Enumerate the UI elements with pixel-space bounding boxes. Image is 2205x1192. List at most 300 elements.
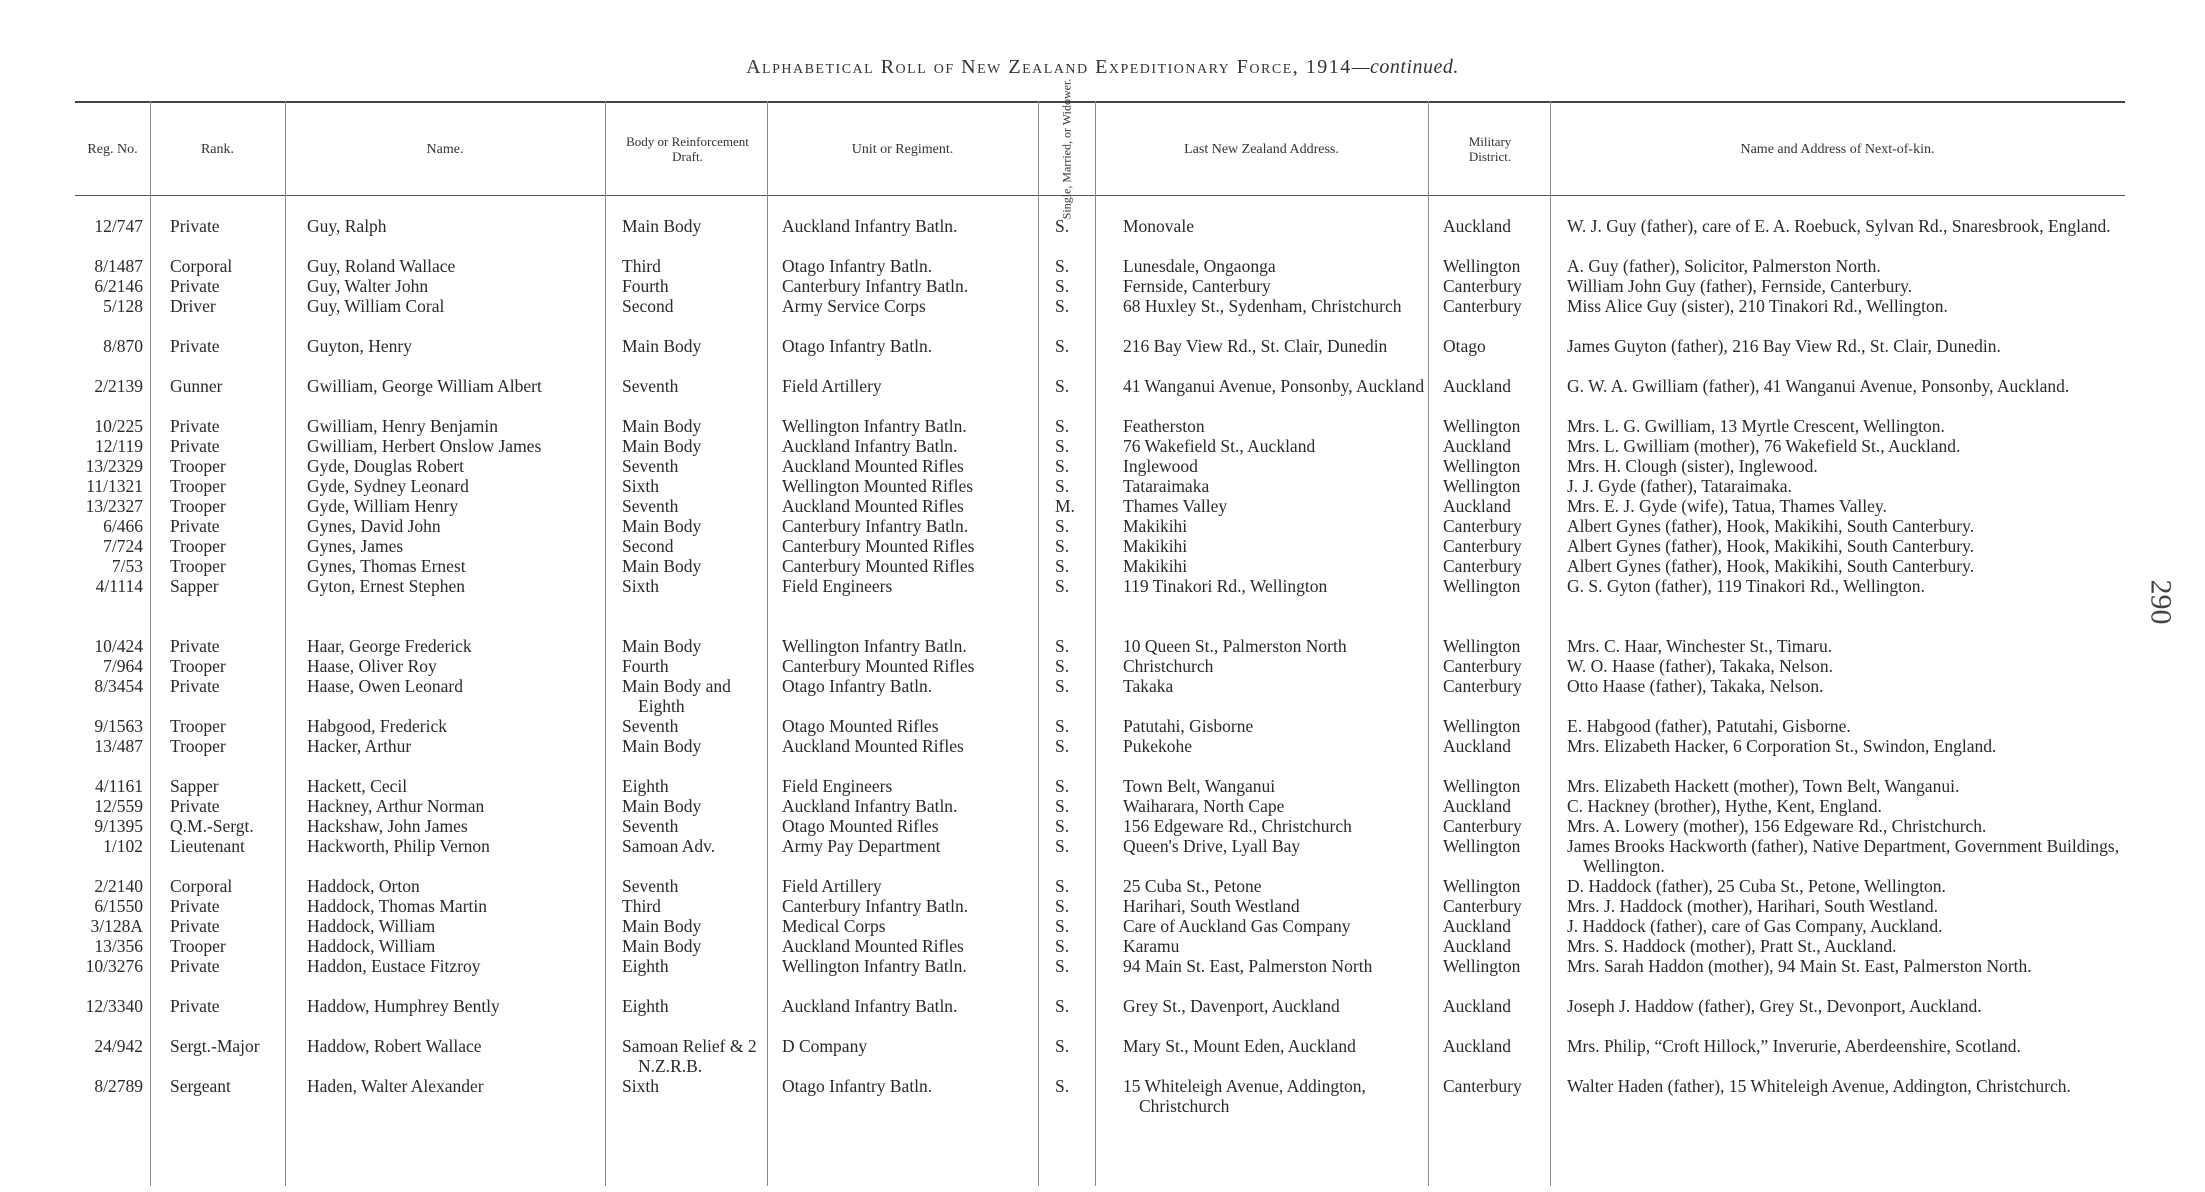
- cell-reg: 4/1114: [95, 576, 143, 596]
- cell-district: Canterbury: [1443, 276, 1522, 296]
- cell-reg: 5/128: [103, 296, 143, 316]
- cell-district: Wellington: [1443, 776, 1521, 796]
- cell-address: 76 Wakefield St., Auckland: [1123, 436, 1316, 456]
- cell-kin: Mrs. Sarah Haddon (mother), 94 Main St. East, Palmerston North.: [1567, 956, 2032, 976]
- cell-kin: C. Hackney (brother), Hythe, Kent, England.: [1567, 796, 1882, 816]
- cell-reg: 8/1487: [94, 256, 143, 276]
- cell-district: Wellington: [1443, 256, 1521, 276]
- cell-unit: Otago Mounted Rifles: [782, 816, 939, 836]
- cell-district: Canterbury: [1443, 676, 1522, 696]
- cell-rank: Private: [170, 276, 220, 296]
- page-number: 290: [2144, 579, 2178, 625]
- column-divider: [1038, 101, 1039, 1186]
- cell-unit: Wellington Mounted Rifles: [782, 476, 974, 496]
- cell-name: Guy, William Coral: [307, 296, 445, 316]
- cell-reg: 12/747: [94, 216, 143, 236]
- cell-body: Main Body: [622, 416, 702, 436]
- cell-unit: Field Engineers: [782, 776, 893, 796]
- cell-body: Main Body: [622, 736, 702, 756]
- cell-rank: Trooper: [170, 716, 226, 736]
- header-name: Name.: [426, 141, 464, 157]
- cell-rank: Sapper: [170, 576, 219, 596]
- cell-kin: Mrs. J. Haddock (mother), Harihari, South Westland.: [1567, 896, 1939, 916]
- cell-kin: Miss Alice Guy (sister), 210 Tinakori Rd., Wellington.: [1567, 296, 1948, 316]
- header-kin: Name and Address of Next-of-kin.: [1740, 141, 1935, 157]
- column-divider: [285, 101, 286, 1186]
- cell-address: Karamu: [1123, 936, 1180, 956]
- cell-name: Gwilliam, Henry Benjamin: [307, 416, 499, 436]
- cell-kin: Walter Haden (father), 15 Whiteleigh Avenue, Addington, Christchurch.: [1567, 1076, 2071, 1096]
- cell-name: Haddock, William: [307, 916, 436, 936]
- cell-kin: Mrs. Elizabeth Hackett (mother), Town Belt, Wanganui.: [1567, 776, 1960, 796]
- cell-district: Wellington: [1443, 956, 1521, 976]
- cell-kin: Albert Gynes (father), Hook, Makikihi, South Canterbury.: [1567, 516, 1975, 536]
- cell-kin: James Guyton (father), 216 Bay View Rd., St. Clair, Dunedin.: [1567, 336, 2001, 356]
- cell-name: Gyde, William Henry: [307, 496, 459, 516]
- cell-kin: Mrs. L. Gwilliam (mother), 76 Wakefield St., Auckland.: [1567, 436, 1961, 456]
- cell-unit: Otago Mounted Rifles: [782, 716, 939, 736]
- cell-district: Auckland: [1443, 996, 1512, 1016]
- cell-rank: Lieutenant: [170, 836, 245, 856]
- cell-reg: 3/128A: [90, 916, 143, 936]
- cell-status: S.: [1055, 676, 1070, 696]
- cell-status: S.: [1055, 556, 1070, 576]
- cell-unit: Auckland Infantry Batln.: [782, 216, 958, 236]
- cell-rank: Driver: [170, 296, 216, 316]
- cell-address: 94 Main St. East, Palmerston North: [1123, 956, 1373, 976]
- cell-reg: 2/2139: [94, 376, 143, 396]
- cell-status: S.: [1055, 836, 1070, 856]
- cell-name: Guy, Walter John: [307, 276, 429, 296]
- cell-reg: 13/2329: [85, 456, 143, 476]
- cell-body: Sixth: [622, 1076, 659, 1096]
- cell-body: Main Body: [622, 796, 702, 816]
- cell-body: Seventh: [622, 716, 679, 736]
- cell-body: Seventh: [622, 456, 679, 476]
- cell-address: 15 Whiteleigh Avenue, Addington, Christchurch: [1123, 1076, 1366, 1116]
- cell-address: Waiharara, North Cape: [1123, 796, 1285, 816]
- cell-unit: Auckland Mounted Rifles: [782, 456, 964, 476]
- cell-body: Sixth: [622, 576, 659, 596]
- cell-kin: William John Guy (father), Fernside, Canterbury.: [1567, 276, 1913, 296]
- cell-rank: Private: [170, 916, 220, 936]
- cell-rank: Trooper: [170, 496, 226, 516]
- cell-district: Wellington: [1443, 716, 1521, 736]
- cell-address: 25 Cuba St., Petone: [1123, 876, 1262, 896]
- cell-reg: 10/424: [94, 636, 143, 656]
- cell-address: Tataraimaka: [1123, 476, 1210, 496]
- cell-status: S.: [1055, 776, 1070, 796]
- cell-reg: 1/102: [103, 836, 143, 856]
- cell-district: Wellington: [1443, 456, 1521, 476]
- cell-status: S.: [1055, 916, 1070, 936]
- cell-reg: 12/3340: [85, 996, 143, 1016]
- cell-address: 119 Tinakori Rd., Wellington: [1123, 576, 1328, 596]
- cell-name: Haddow, Humphrey Bently: [307, 996, 500, 1016]
- cell-status: S.: [1055, 576, 1070, 596]
- column-divider: [1095, 101, 1096, 1186]
- cell-name: Guy, Roland Wallace: [307, 256, 456, 276]
- cell-body: Fourth: [622, 276, 669, 296]
- cell-status: S.: [1055, 376, 1070, 396]
- cell-name: Gwilliam, George William Albert: [307, 376, 542, 396]
- cell-address: Inglewood: [1123, 456, 1198, 476]
- cell-unit: Field Engineers: [782, 576, 893, 596]
- cell-body: Main Body: [622, 516, 702, 536]
- cell-status: S.: [1055, 656, 1070, 676]
- column-divider: [150, 101, 151, 1186]
- cell-address: Mary St., Mount Eden, Auckland: [1123, 1036, 1356, 1056]
- cell-address: Takaka: [1123, 676, 1174, 696]
- cell-status: S.: [1055, 296, 1070, 316]
- cell-name: Haddon, Eustace Fitzroy: [307, 956, 481, 976]
- cell-rank: Trooper: [170, 456, 226, 476]
- cell-reg: 24/942: [94, 1036, 143, 1056]
- cell-rank: Sergt.-Major: [170, 1036, 260, 1056]
- top-rule: [75, 101, 2125, 103]
- cell-rank: Trooper: [170, 476, 226, 496]
- cell-body: Seventh: [622, 816, 679, 836]
- cell-reg: 8/3454: [94, 676, 143, 696]
- cell-kin: Mrs. E. J. Gyde (wife), Tatua, Thames Valley.: [1567, 496, 1887, 516]
- cell-name: Haase, Oliver Roy: [307, 656, 437, 676]
- cell-status: S.: [1055, 336, 1070, 356]
- cell-kin: Joseph J. Haddow (father), Grey St., Devonport, Auckland.: [1567, 996, 1982, 1016]
- cell-unit: Wellington Infantry Batln.: [782, 636, 967, 656]
- cell-reg: 11/1321: [86, 476, 143, 496]
- cell-address: 216 Bay View Rd., St. Clair, Dunedin: [1123, 336, 1388, 356]
- cell-district: Wellington: [1443, 636, 1521, 656]
- header-district: Military District.: [1468, 134, 1512, 164]
- cell-body: Third: [622, 896, 661, 916]
- cell-address: Care of Auckland Gas Company: [1123, 916, 1351, 936]
- cell-address: Fernside, Canterbury: [1123, 276, 1271, 296]
- cell-name: Gyde, Douglas Robert: [307, 456, 464, 476]
- cell-rank: Corporal: [170, 256, 233, 276]
- cell-status: S.: [1055, 516, 1070, 536]
- cell-name: Gynes, Thomas Ernest: [307, 556, 466, 576]
- header-marital-text: Single, Married, or Widower.: [1059, 78, 1074, 220]
- cell-kin: Mrs. L. G. Gwilliam, 13 Myrtle Crescent, Wellington.: [1567, 416, 1945, 436]
- cell-name: Gynes, David John: [307, 516, 441, 536]
- page-title: [0, 56, 2205, 79]
- cell-status: S.: [1055, 216, 1070, 236]
- cell-address: Makikihi: [1123, 516, 1188, 536]
- cell-reg: 12/119: [95, 436, 143, 456]
- title-continued: —continued.: [1351, 56, 1459, 78]
- header-body: Body or Reinforcement Draft.: [626, 134, 749, 164]
- cell-kin: Mrs. S. Haddock (mother), Pratt St., Auckland.: [1567, 936, 1897, 956]
- cell-unit: Otago Infantry Batln.: [782, 676, 933, 696]
- cell-body: Main Body: [622, 436, 702, 456]
- cell-name: Hackney, Arthur Norman: [307, 796, 485, 816]
- cell-unit: Canterbury Mounted Rifles: [782, 536, 975, 556]
- cell-kin: D. Haddock (father), 25 Cuba St., Petone, Wellington.: [1567, 876, 1946, 896]
- cell-rank: Trooper: [170, 656, 226, 676]
- cell-address: Makikihi: [1123, 556, 1188, 576]
- cell-district: Wellington: [1443, 476, 1521, 496]
- cell-district: Canterbury: [1443, 656, 1522, 676]
- cell-status: S.: [1055, 896, 1070, 916]
- cell-body: Main Body: [622, 936, 702, 956]
- cell-unit: Otago Infantry Batln.: [782, 336, 933, 356]
- cell-reg: 9/1563: [94, 716, 143, 736]
- cell-unit: Auckland Infantry Batln.: [782, 436, 958, 456]
- cell-district: Canterbury: [1443, 296, 1522, 316]
- cell-reg: 13/356: [94, 936, 143, 956]
- cell-reg: 7/724: [103, 536, 143, 556]
- cell-kin: J. Haddock (father), care of Gas Company, Auckland.: [1567, 916, 1943, 936]
- cell-reg: 8/870: [103, 336, 143, 356]
- cell-district: Auckland: [1443, 936, 1512, 956]
- cell-name: Haddock, Orton: [307, 876, 420, 896]
- cell-unit: Medical Corps: [782, 916, 886, 936]
- cell-status: S.: [1055, 456, 1070, 476]
- cell-kin: G. W. A. Gwilliam (father), 41 Wanganui Avenue, Ponsonby, Auckland.: [1567, 376, 2070, 396]
- cell-name: Habgood, Frederick: [307, 716, 447, 736]
- cell-unit: Canterbury Infantry Batln.: [782, 896, 969, 916]
- cell-district: Wellington: [1443, 836, 1521, 856]
- cell-reg: 7/964: [103, 656, 143, 676]
- cell-status: S.: [1055, 436, 1070, 456]
- cell-address: Patutahi, Gisborne: [1123, 716, 1254, 736]
- cell-body: Samoan Relief & 2 N.Z.R.B.: [622, 1036, 757, 1076]
- header-address: Last New Zealand Address.: [1184, 141, 1339, 157]
- cell-address: 68 Huxley St., Sydenham, Christchurch: [1123, 296, 1402, 316]
- cell-body: Seventh: [622, 876, 679, 896]
- cell-rank: Q.M.-Sergt.: [170, 816, 254, 836]
- cell-reg: 13/2327: [85, 496, 143, 516]
- cell-rank: Private: [170, 436, 220, 456]
- cell-address: 10 Queen St., Palmerston North: [1123, 636, 1347, 656]
- cell-address: Makikihi: [1123, 536, 1188, 556]
- cell-kin: W. O. Haase (father), Takaka, Nelson.: [1567, 656, 1834, 676]
- cell-body: Main Body: [622, 336, 702, 356]
- cell-name: Guy, Ralph: [307, 216, 387, 236]
- cell-district: Canterbury: [1443, 556, 1522, 576]
- cell-kin: E. Habgood (father), Patutahi, Gisborne.: [1567, 716, 1851, 736]
- cell-district: Auckland: [1443, 496, 1512, 516]
- cell-status: S.: [1055, 936, 1070, 956]
- cell-reg: 6/2146: [94, 276, 143, 296]
- cell-unit: Auckland Infantry Batln.: [782, 996, 958, 1016]
- cell-body: Sixth: [622, 476, 659, 496]
- cell-status: S.: [1055, 476, 1070, 496]
- cell-status: S.: [1055, 816, 1070, 836]
- cell-district: Auckland: [1443, 796, 1512, 816]
- cell-reg: 8/2789: [94, 1076, 143, 1096]
- header-marital: [1038, 78, 1095, 220]
- cell-rank: Private: [170, 896, 220, 916]
- cell-district: Auckland: [1443, 916, 1512, 936]
- cell-unit: Wellington Infantry Batln.: [782, 416, 967, 436]
- cell-rank: Private: [170, 996, 220, 1016]
- cell-body: Main Body: [622, 216, 702, 236]
- cell-body: Seventh: [622, 376, 679, 396]
- cell-name: Haddock, William: [307, 936, 436, 956]
- cell-status: S.: [1055, 1076, 1070, 1096]
- cell-reg: 9/1395: [94, 816, 143, 836]
- cell-rank: Private: [170, 956, 220, 976]
- cell-district: Canterbury: [1443, 536, 1522, 556]
- cell-rank: Private: [170, 676, 220, 696]
- column-divider: [1550, 101, 1551, 1186]
- cell-rank: Trooper: [170, 556, 226, 576]
- cell-rank: Private: [170, 336, 220, 356]
- cell-status: S.: [1055, 276, 1070, 296]
- cell-status: S.: [1055, 876, 1070, 896]
- cell-body: Eighth: [622, 776, 669, 796]
- cell-kin: James Brooks Hackworth (father), Native Department, Government Buildings, Wellington.: [1567, 836, 2120, 876]
- cell-district: Canterbury: [1443, 516, 1522, 536]
- cell-address: Queen's Drive, Lyall Bay: [1123, 836, 1301, 856]
- cell-rank: Private: [170, 516, 220, 536]
- cell-unit: Otago Infantry Batln.: [782, 1076, 933, 1096]
- cell-rank: Private: [170, 416, 220, 436]
- cell-status: M.: [1055, 496, 1075, 516]
- cell-name: Haddow, Robert Wallace: [307, 1036, 482, 1056]
- cell-district: Wellington: [1443, 416, 1521, 436]
- cell-district: Canterbury: [1443, 816, 1522, 836]
- cell-body: Main Body: [622, 916, 702, 936]
- cell-unit: Field Artillery: [782, 876, 882, 896]
- cell-body: Eighth: [622, 996, 669, 1016]
- cell-name: Hacker, Arthur: [307, 736, 412, 756]
- cell-district: Wellington: [1443, 876, 1521, 896]
- cell-district: Auckland: [1443, 1036, 1512, 1056]
- cell-reg: 13/487: [94, 736, 143, 756]
- cell-name: Gynes, James: [307, 536, 404, 556]
- cell-status: S.: [1055, 956, 1070, 976]
- cell-district: Auckland: [1443, 376, 1512, 396]
- cell-body: Seventh: [622, 496, 679, 516]
- cell-status: S.: [1055, 636, 1070, 656]
- cell-reg: 6/1550: [94, 896, 143, 916]
- cell-unit: Canterbury Infantry Batln.: [782, 516, 969, 536]
- cell-district: Canterbury: [1443, 896, 1522, 916]
- cell-reg: 2/2140: [94, 876, 143, 896]
- cell-reg: 6/466: [103, 516, 143, 536]
- cell-unit: Otago Infantry Batln.: [782, 256, 933, 276]
- cell-district: Wellington: [1443, 576, 1521, 596]
- cell-unit: Canterbury Mounted Rifles: [782, 656, 975, 676]
- cell-kin: J. J. Gyde (father), Tataraimaka.: [1567, 476, 1792, 496]
- cell-district: Otago: [1443, 336, 1486, 356]
- cell-name: Haden, Walter Alexander: [307, 1076, 484, 1096]
- cell-status: S.: [1055, 996, 1070, 1016]
- cell-body: Main Body: [622, 636, 702, 656]
- cell-district: Auckland: [1443, 216, 1512, 236]
- cell-reg: 12/559: [94, 796, 143, 816]
- cell-rank: Trooper: [170, 536, 226, 556]
- cell-kin: Mrs. Elizabeth Hacker, 6 Corporation St., Swindon, England.: [1567, 736, 1997, 756]
- cell-body: Eighth: [622, 956, 669, 976]
- cell-name: Haase, Owen Leonard: [307, 676, 463, 696]
- header-reg-no: Reg. No.: [87, 141, 138, 157]
- cell-address: Harihari, South Westland: [1123, 896, 1300, 916]
- cell-address: Monovale: [1123, 216, 1194, 236]
- cell-district: Auckland: [1443, 736, 1512, 756]
- cell-address: Town Belt, Wanganui: [1123, 776, 1276, 796]
- cell-unit: Canterbury Infantry Batln.: [782, 276, 969, 296]
- cell-kin: Mrs. C. Haar, Winchester St., Timaru.: [1567, 636, 1833, 656]
- cell-kin: W. J. Guy (father), care of E. A. Roebuck, Sylvan Rd., Snaresbrook, England.: [1567, 216, 2111, 236]
- cell-rank: Private: [170, 796, 220, 816]
- cell-rank: Private: [170, 216, 220, 236]
- cell-district: Canterbury: [1443, 1076, 1522, 1096]
- cell-status: S.: [1055, 736, 1070, 756]
- column-divider: [605, 101, 606, 1186]
- cell-body: Second: [622, 296, 674, 316]
- cell-kin: Mrs. Philip, “Croft Hillock,” Inverurie, Aberdeenshire, Scotland.: [1567, 1036, 2021, 1056]
- cell-address: Lunesdale, Ongaonga: [1123, 256, 1276, 276]
- cell-address: Featherston: [1123, 416, 1205, 436]
- cell-unit: Auckland Mounted Rifles: [782, 736, 964, 756]
- cell-status: S.: [1055, 536, 1070, 556]
- cell-name: Hackworth, Philip Vernon: [307, 836, 490, 856]
- header-rule: [75, 195, 2125, 196]
- cell-kin: A. Guy (father), Solicitor, Palmerston North.: [1567, 256, 1881, 276]
- cell-unit: D Company: [782, 1036, 868, 1056]
- cell-rank: Sapper: [170, 776, 219, 796]
- cell-rank: Corporal: [170, 876, 233, 896]
- cell-status: S.: [1055, 796, 1070, 816]
- cell-kin: G. S. Gyton (father), 119 Tinakori Rd., Wellington.: [1567, 576, 1925, 596]
- cell-name: Gwilliam, Herbert Onslow James: [307, 436, 542, 456]
- cell-rank: Private: [170, 636, 220, 656]
- cell-unit: Army Service Corps: [782, 296, 926, 316]
- cell-address: 41 Wanganui Avenue, Ponsonby, Auckland: [1123, 376, 1425, 396]
- cell-address: Grey St., Davenport, Auckland: [1123, 996, 1340, 1016]
- cell-body: Samoan Adv.: [622, 836, 716, 856]
- cell-name: Hackshaw, John James: [307, 816, 468, 836]
- cell-reg: 10/225: [94, 416, 143, 436]
- cell-address: Thames Valley: [1123, 496, 1228, 516]
- cell-name: Haar, George Frederick: [307, 636, 472, 656]
- cell-kin: Otto Haase (father), Takaka, Nelson.: [1567, 676, 1824, 696]
- cell-district: Auckland: [1443, 436, 1512, 456]
- title-main: Alphabetical Roll of New Zealand Expeditionary Force, 1914: [746, 56, 1352, 78]
- cell-name: Gyde, Sydney Leonard: [307, 476, 469, 496]
- cell-unit: Field Artillery: [782, 376, 882, 396]
- cell-unit: Auckland Mounted Rifles: [782, 936, 964, 956]
- cell-rank: Trooper: [170, 736, 226, 756]
- cell-kin: Mrs. A. Lowery (mother), 156 Edgeware Rd., Christchurch.: [1567, 816, 1987, 836]
- cell-rank: Sergeant: [170, 1076, 231, 1096]
- cell-status: S.: [1055, 1036, 1070, 1056]
- cell-status: S.: [1055, 416, 1070, 436]
- cell-body: Main Body and Eighth: [622, 676, 731, 716]
- cell-name: Hackett, Cecil: [307, 776, 408, 796]
- header-rank: Rank.: [200, 141, 235, 157]
- cell-body: Second: [622, 536, 674, 556]
- cell-name: Gyton, Ernest Stephen: [307, 576, 465, 596]
- cell-address: Christchurch: [1123, 656, 1214, 676]
- cell-unit: Canterbury Mounted Rifles: [782, 556, 975, 576]
- cell-unit: Wellington Infantry Batln.: [782, 956, 967, 976]
- cell-name: Haddock, Thomas Martin: [307, 896, 487, 916]
- cell-body: Fourth: [622, 656, 669, 676]
- cell-rank: Trooper: [170, 936, 226, 956]
- cell-unit: Auckland Infantry Batln.: [782, 796, 958, 816]
- cell-body: Main Body: [622, 556, 702, 576]
- cell-kin: Mrs. H. Clough (sister), Inglewood.: [1567, 456, 1818, 476]
- cell-reg: 7/53: [111, 556, 143, 576]
- cell-rank: Gunner: [170, 376, 223, 396]
- cell-status: S.: [1055, 716, 1070, 736]
- header-unit: Unit or Regiment.: [851, 141, 954, 157]
- cell-kin: Albert Gynes (father), Hook, Makikihi, South Canterbury.: [1567, 536, 1975, 556]
